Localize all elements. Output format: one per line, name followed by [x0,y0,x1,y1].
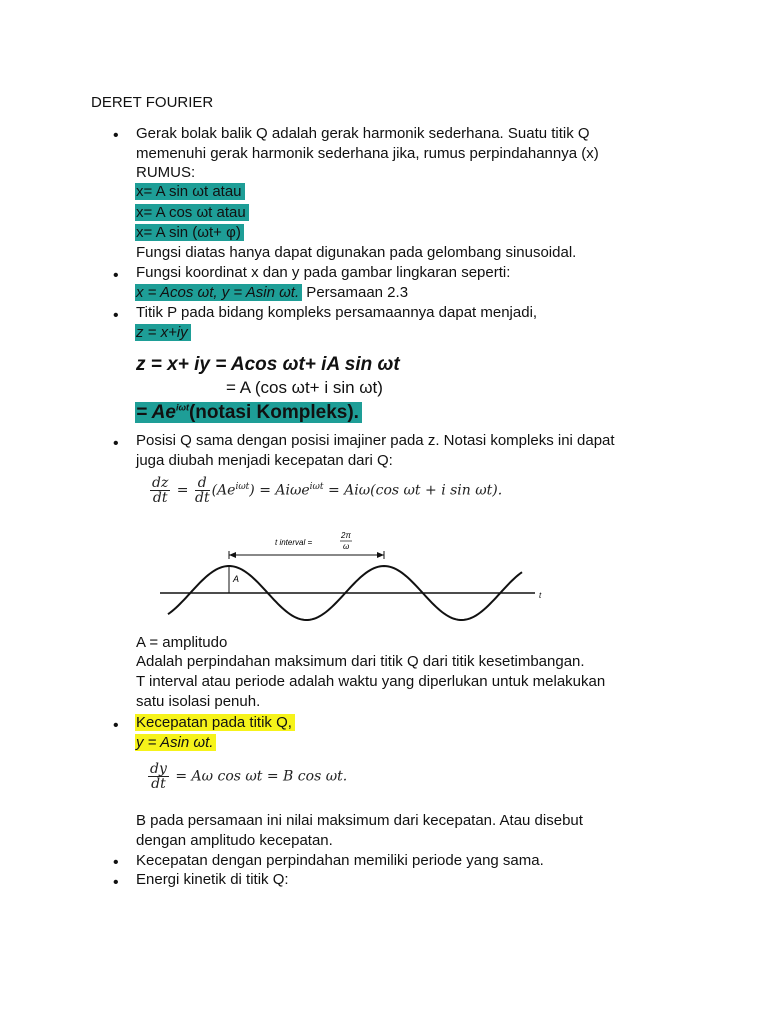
complex-equation-line-2: = A (cos ωt+ i sin ωt) [226,378,383,397]
interval-fraction-numerator: 2π [341,531,351,540]
interval-fraction-denominator: ω [343,542,350,551]
complex-notation: = $Ae^{i\omega t}(notasi$ Kompleks). [135,402,362,423]
paragraph-line: Gerak bolak balik Q adalah gerak harmonik sederhana. Suatu titik Q [136,125,590,142]
bullet-marker: • [113,874,119,891]
bullet-marker: • [113,854,119,871]
paragraph-line: juga diubah menjadi kecepatan dari Q: [136,452,393,469]
bullet-marker: • [113,435,119,452]
paragraph-line: B pada persamaan ini nilai maksimum dari kecepatan. Atau disebut [136,812,583,829]
formula-x-sin: x= A sin ωt atau [135,183,245,200]
paragraph-line: A = amplitudo [136,634,228,651]
amplitude-label: A [233,574,240,584]
complex-equation-line-1: z = x+ iy = Acos ωt+ iA sin ωt [136,354,400,375]
paragraph-line: Fungsi koordinat x dan y pada gambar lingkaran seperti: [136,264,511,281]
paragraph-line: memenuhi gerak harmonik sederhana jika, rumus perpindahannya (x) [136,145,599,162]
paragraph-line: Energi kinetik di titik Q: [136,871,289,888]
velocity-y-equation: $\frac{dy}{dt}$ = Aω cos ωt = B cos ωt. [150,761,348,792]
paragraph-line: RUMUS: [136,164,196,181]
formula-x-cos: x= A cos ωt atau [135,204,249,221]
formula-y: y = Asin ωt. [135,734,216,751]
paragraph-line: T interval atau periode adalah waktu yang diperlukan untuk melakukan [136,673,606,690]
velocity-derivative-equation: $\frac{dz}{dt}$ = $\frac{d}{dt}$ $(Ae^{i\omega t}) = Ai\omega e^{i\omega t} = Ai\omega(\cos$ ωt + i sin ωt). [152,475,503,506]
paragraph-line: Fungsi diatas hanya dapat digunakan pada gelombang sinusoidal. [136,244,577,261]
velocity-heading: Kecepatan pada titik Q, [135,714,295,731]
bullet-marker: • [113,717,119,734]
equation-reference: Persamaan 2.3 [302,284,409,301]
formula-x-sin-phase: x= A sin (ωt+ φ) [135,224,244,241]
document-title: DERET FOURIER [91,94,214,111]
paragraph-line: satu isolasi penuh. [136,693,261,710]
bullet-marker: • [113,127,119,144]
sine-wave-figure [150,525,560,630]
paragraph-line: Titik P pada bidang kompleks persamaannya dapat menjadi, [136,304,538,321]
bullet-marker: • [113,307,119,324]
interval-label: t interval = [275,538,313,547]
paragraph-line: Adalah perpindahan maksimum dari titik Q dari titik kesetimbangan. [136,653,585,670]
paragraph-line: Kecepatan dengan perpindahan memiliki periode yang sama. [136,852,544,869]
formula-z: z = x+iy [135,324,191,341]
formula-coordinates: x = Acos ωt, y = Asin ωt. [135,284,302,301]
time-axis-label: t [539,591,542,600]
paragraph-line: dengan amplitudo kecepatan. [136,832,333,849]
bullet-marker: • [113,267,119,284]
paragraph-line: Posisi Q sama dengan posisi imajiner pada z. Notasi kompleks ini dapat [136,432,615,449]
